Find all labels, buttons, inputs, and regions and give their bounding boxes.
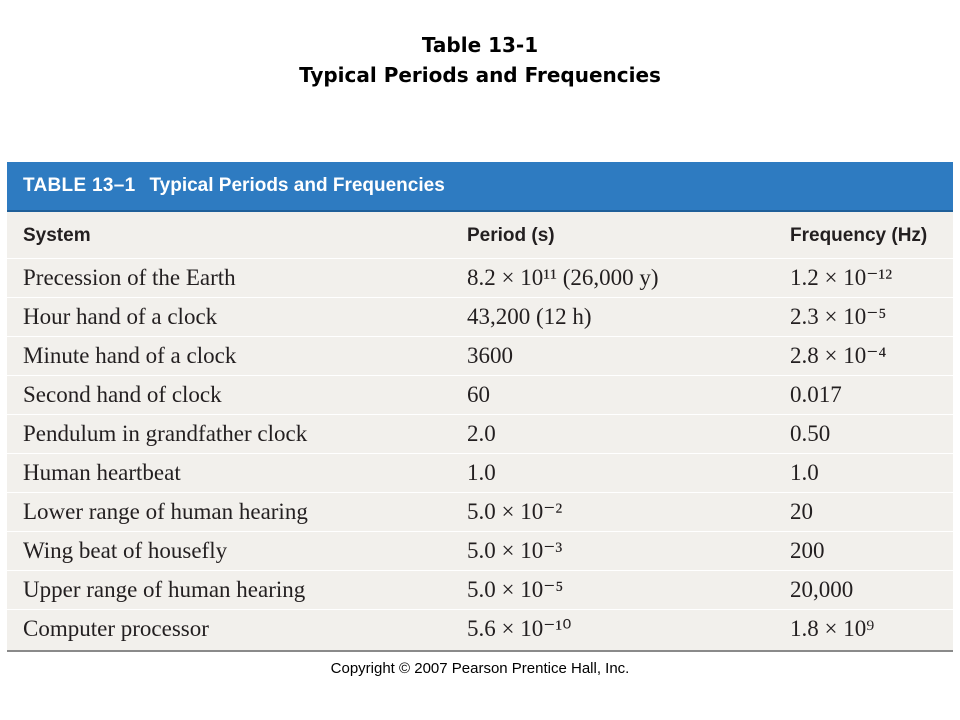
table-caption: Typical Periods and Frequencies (149, 175, 445, 196)
table-row (7, 259, 953, 298)
table-row (7, 532, 953, 571)
cell-frequency: 200 (790, 538, 825, 563)
table-row (7, 415, 953, 454)
cell-frequency: 20,000 (790, 577, 854, 602)
cell-system: Wing beat of housefly (23, 538, 228, 563)
header-period: Period (s) (467, 225, 555, 246)
periods-frequencies-table (7, 162, 953, 652)
cell-frequency: 0.017 (790, 382, 842, 407)
cell-system: Pendulum in grandfather clock (23, 421, 308, 446)
cell-period: 5.0 × 10⁻⁵ (467, 577, 564, 602)
slide-title-line-1: Table 13-1 (421, 33, 539, 57)
cell-period: 5.0 × 10⁻³ (467, 538, 563, 563)
cell-frequency: 2.3 × 10⁻⁵ (790, 304, 887, 329)
cell-period: 5.0 × 10⁻² (467, 499, 563, 524)
cell-system: Human heartbeat (23, 460, 181, 485)
table-row (7, 571, 953, 610)
cell-frequency: 2.8 × 10⁻⁴ (790, 343, 887, 368)
cell-frequency: 0.50 (790, 421, 831, 446)
table-header-row (7, 212, 953, 259)
slide-title-line-2: Typical Periods and Frequencies (299, 63, 661, 87)
cell-system: Upper range of human hearing (23, 577, 306, 602)
copyright-notice: Copyright © 2007 Pearson Prentice Hall, Inc. (330, 660, 630, 677)
cell-frequency: 1.8 × 10⁹ (790, 616, 875, 641)
cell-period: 1.0 (467, 460, 496, 485)
header-frequency: Frequency (Hz) (790, 225, 928, 246)
table-banner (7, 162, 953, 212)
table-row (7, 454, 953, 493)
cell-system: Hour hand of a clock (23, 304, 218, 329)
cell-period: 8.2 × 10¹¹ (26,000 y) (467, 265, 659, 290)
table-row (7, 337, 953, 376)
cell-period: 60 (467, 382, 490, 407)
cell-period: 43,200 (12 h) (467, 304, 592, 329)
cell-period: 5.6 × 10⁻¹⁰ (467, 616, 572, 641)
cell-period: 3600 (467, 343, 513, 368)
table-row (7, 610, 953, 648)
cell-system: Computer processor (23, 616, 209, 641)
table-number: TABLE 13–1 (23, 175, 136, 196)
cell-frequency: 20 (790, 499, 813, 524)
cell-system: Lower range of human hearing (23, 499, 308, 524)
cell-system: Precession of the Earth (23, 265, 236, 290)
table-row (7, 376, 953, 415)
table-body (7, 259, 953, 648)
header-system: System (23, 225, 91, 246)
table-row (7, 298, 953, 337)
cell-frequency: 1.0 (790, 460, 819, 485)
cell-period: 2.0 (467, 421, 496, 446)
table-row (7, 493, 953, 532)
cell-frequency: 1.2 × 10⁻¹² (790, 265, 893, 290)
cell-system: Minute hand of a clock (23, 343, 237, 368)
cell-system: Second hand of clock (23, 382, 222, 407)
slide-title (0, 30, 960, 90)
